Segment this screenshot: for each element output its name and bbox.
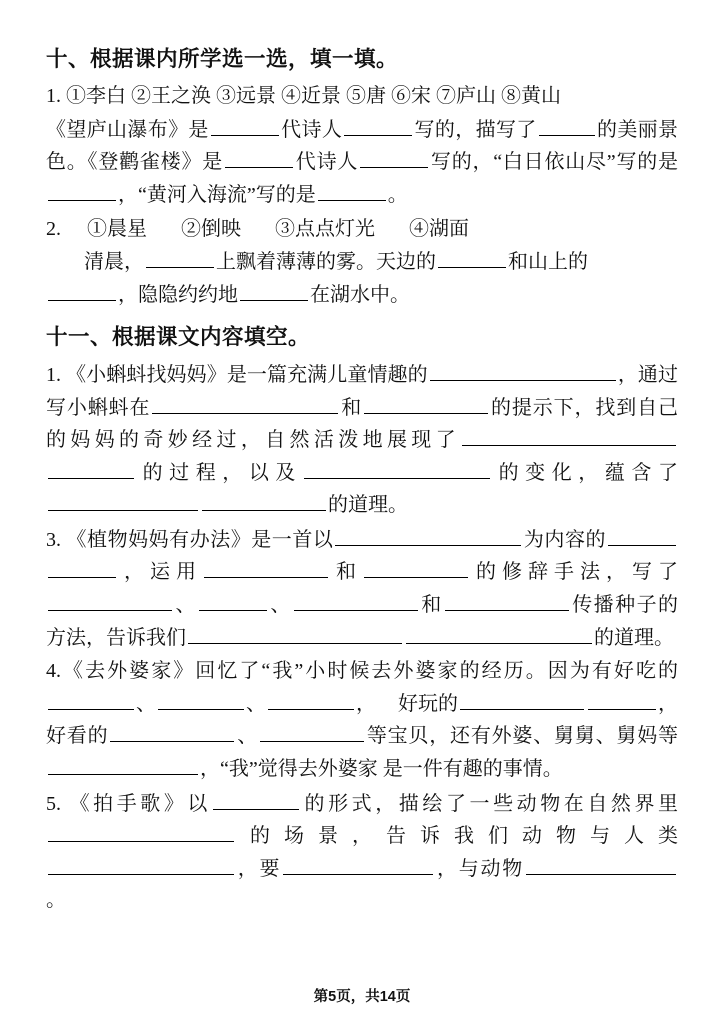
- q10-2-t1: 上飘着薄薄的雾。天边的: [216, 250, 436, 273]
- question-11-4: [46, 656, 678, 785]
- answer-blank[interactable]: [211, 114, 279, 136]
- q11-1-t5: 的变化，蕴含了: [492, 461, 678, 484]
- q11-5-t4: ，与动物: [435, 857, 524, 880]
- answer-blank[interactable]: [152, 392, 338, 414]
- q11-4-t9: ，“我”觉得去外婆家 是一件有趣的事情。: [200, 758, 563, 781]
- q11-1-t4: 的过程，以及: [136, 461, 302, 484]
- answer-blank[interactable]: [460, 688, 584, 710]
- q11-5-t2: 的场景，告诉我们动物与人类: [236, 825, 678, 848]
- q10-2-opt1: ②倒映: [181, 217, 241, 240]
- q10-2-t3: ，隐隐约约地: [118, 284, 238, 307]
- question-11-5: [46, 788, 678, 917]
- answer-blank[interactable]: [199, 589, 267, 611]
- q11-4-t5: 好玩的: [398, 692, 458, 715]
- answer-blank[interactable]: [304, 457, 490, 479]
- question-11-4-number: 4.: [46, 660, 61, 683]
- answer-blank[interactable]: [213, 788, 299, 810]
- q10-2-opt3: ④湖面: [409, 217, 469, 240]
- answer-blank[interactable]: [48, 457, 134, 479]
- q11-1-t6: 的道理。: [328, 494, 408, 517]
- question-11-1-body: [46, 359, 678, 522]
- q11-3-t6: 、: [268, 594, 292, 617]
- answer-blank[interactable]: [188, 622, 402, 644]
- q10-2-t4: 在湖水中。: [310, 284, 410, 307]
- answer-blank[interactable]: [225, 146, 293, 168]
- q10-2-opt2: ③点点灯光: [275, 217, 375, 240]
- q10-1-t7: 。: [387, 183, 408, 206]
- q11-4-t3: 、: [246, 692, 266, 715]
- q10-2-t2: 和山上的: [508, 250, 588, 273]
- answer-blank[interactable]: [335, 524, 521, 546]
- question-10-1-number: 1.: [46, 85, 61, 108]
- answer-blank[interactable]: [462, 424, 676, 446]
- answer-blank[interactable]: [48, 556, 116, 578]
- q11-4-t0: 《去外婆家》回忆了“我”小时候去外婆家的经历。因为: [61, 660, 592, 683]
- question-10-1-option-list: ①李白 ②王之涣 ③远景 ④近景 ⑤唐 ⑥宋 ⑦庐山 ⑧黄山: [66, 85, 561, 108]
- answer-blank[interactable]: [48, 489, 198, 511]
- q11-4-t6: ，好看的: [46, 692, 678, 748]
- q10-1-t0: 《望庐山瀑布》是: [46, 118, 209, 141]
- page-footer: 第5页，共14页: [313, 989, 411, 1005]
- q10-2-opt0: ①晨星: [87, 217, 147, 240]
- q11-1-t1: ，通过写小蝌蚪在: [46, 363, 679, 419]
- answer-blank[interactable]: [430, 359, 616, 381]
- question-11-3: [46, 524, 678, 654]
- q11-4-t7: 、: [236, 725, 259, 748]
- question-11-1-number: 1.: [46, 363, 61, 386]
- answer-blank[interactable]: [360, 146, 428, 168]
- answer-blank[interactable]: [110, 720, 234, 742]
- q11-3-t3: 和: [330, 561, 362, 584]
- answer-blank[interactable]: [240, 279, 308, 301]
- q11-3-t5: 、: [174, 594, 197, 617]
- q10-1-t5: 写的，“白日依山尽”写的是: [430, 151, 679, 174]
- question-11-5-number: 5.: [46, 792, 61, 815]
- answer-blank[interactable]: [526, 853, 676, 875]
- answer-blank[interactable]: [48, 688, 134, 710]
- answer-blank[interactable]: [438, 246, 506, 268]
- q11-1-t3: 的提示下，找到自己的妈妈的奇妙经过，自然活泼地展现了: [46, 396, 678, 452]
- answer-blank[interactable]: [406, 622, 592, 644]
- answer-blank[interactable]: [48, 279, 116, 301]
- answer-blank[interactable]: [48, 853, 234, 875]
- answer-blank[interactable]: [158, 688, 244, 710]
- q11-4-t4: ，: [356, 692, 376, 715]
- question-11-3-number: 3.: [46, 528, 61, 551]
- answer-blank[interactable]: [364, 392, 488, 414]
- q11-5-t0: 《拍手歌》以: [69, 792, 211, 815]
- answer-blank[interactable]: [318, 179, 386, 201]
- q10-1-t2: 写的，描写了: [414, 118, 537, 141]
- answer-blank[interactable]: [539, 114, 595, 136]
- question-10-2-number: 2.: [46, 217, 61, 240]
- answer-blank[interactable]: [48, 753, 198, 775]
- answer-blank[interactable]: [48, 179, 116, 201]
- answer-blank[interactable]: [146, 246, 214, 268]
- q11-4-t1: 有好吃的: [591, 660, 679, 683]
- answer-blank[interactable]: [283, 853, 433, 875]
- question-11-5-body: [46, 788, 678, 917]
- q11-3-t7: 和: [419, 594, 443, 617]
- q10-2-t0: 清晨，: [84, 250, 144, 273]
- q10-1-t3: 的美丽景色。《登鹳雀楼》是: [46, 118, 679, 174]
- q11-3-t0: 《植物妈妈有办法》是一首以: [66, 528, 334, 551]
- q11-5-t3: ，要: [236, 857, 282, 880]
- question-10-2-body: [46, 246, 678, 279]
- question-10-2-options: [46, 214, 678, 245]
- question-11-4-body: [46, 656, 678, 785]
- answer-blank[interactable]: [268, 688, 354, 710]
- q11-3-t2: ，运用: [118, 561, 202, 584]
- q11-4-t8: 等宝贝，还有外婆、舅舅、舅妈等: [366, 725, 679, 748]
- q11-4-t2: 、: [136, 692, 156, 715]
- answer-blank[interactable]: [48, 820, 234, 842]
- section-heading-11: 十一、根据课文内容填空。: [46, 324, 311, 349]
- answer-blank[interactable]: [202, 489, 326, 511]
- question-10-2: [46, 214, 678, 312]
- q10-1-t1: 代诗人: [280, 118, 343, 141]
- answer-blank[interactable]: [344, 114, 412, 136]
- answer-blank[interactable]: [294, 589, 418, 611]
- question-10-2-body-cont: [46, 279, 678, 312]
- answer-blank[interactable]: [260, 720, 364, 742]
- answer-blank[interactable]: [445, 589, 569, 611]
- question-10-1: [46, 81, 678, 211]
- q11-1-t2: 和: [340, 396, 363, 419]
- question-10-1-options: [46, 81, 678, 113]
- answer-blank[interactable]: [364, 556, 468, 578]
- section-heading-10: 十、根据课内所学选一选，填一填。: [46, 47, 399, 71]
- q11-1-t0: 《小蝌蚪找妈妈》是一篇充满儿童情趣的: [66, 363, 428, 386]
- q10-1-t4: 代诗人: [295, 151, 359, 174]
- q11-5-t5: 。: [46, 889, 66, 912]
- q11-3-t1: 为内容的: [523, 528, 607, 551]
- answer-blank[interactable]: [204, 556, 328, 578]
- question-10-1-body: [46, 114, 678, 212]
- question-11-1: [46, 359, 678, 522]
- q11-5-t1: 的形式，描绘了一些动物在自然界里: [300, 792, 679, 815]
- q10-1-t6: ，“黄河入海流”写的是: [118, 183, 316, 206]
- answer-blank[interactable]: [588, 688, 656, 710]
- q11-3-t4: 的修辞手法，写了: [470, 561, 678, 584]
- q11-3-t8: 传播种子的方法，告诉我们: [46, 594, 679, 649]
- q11-3-t9: 的道理。: [594, 626, 674, 649]
- answer-blank[interactable]: [48, 589, 172, 611]
- question-11-3-body: [46, 524, 678, 654]
- answer-blank[interactable]: [608, 524, 676, 546]
